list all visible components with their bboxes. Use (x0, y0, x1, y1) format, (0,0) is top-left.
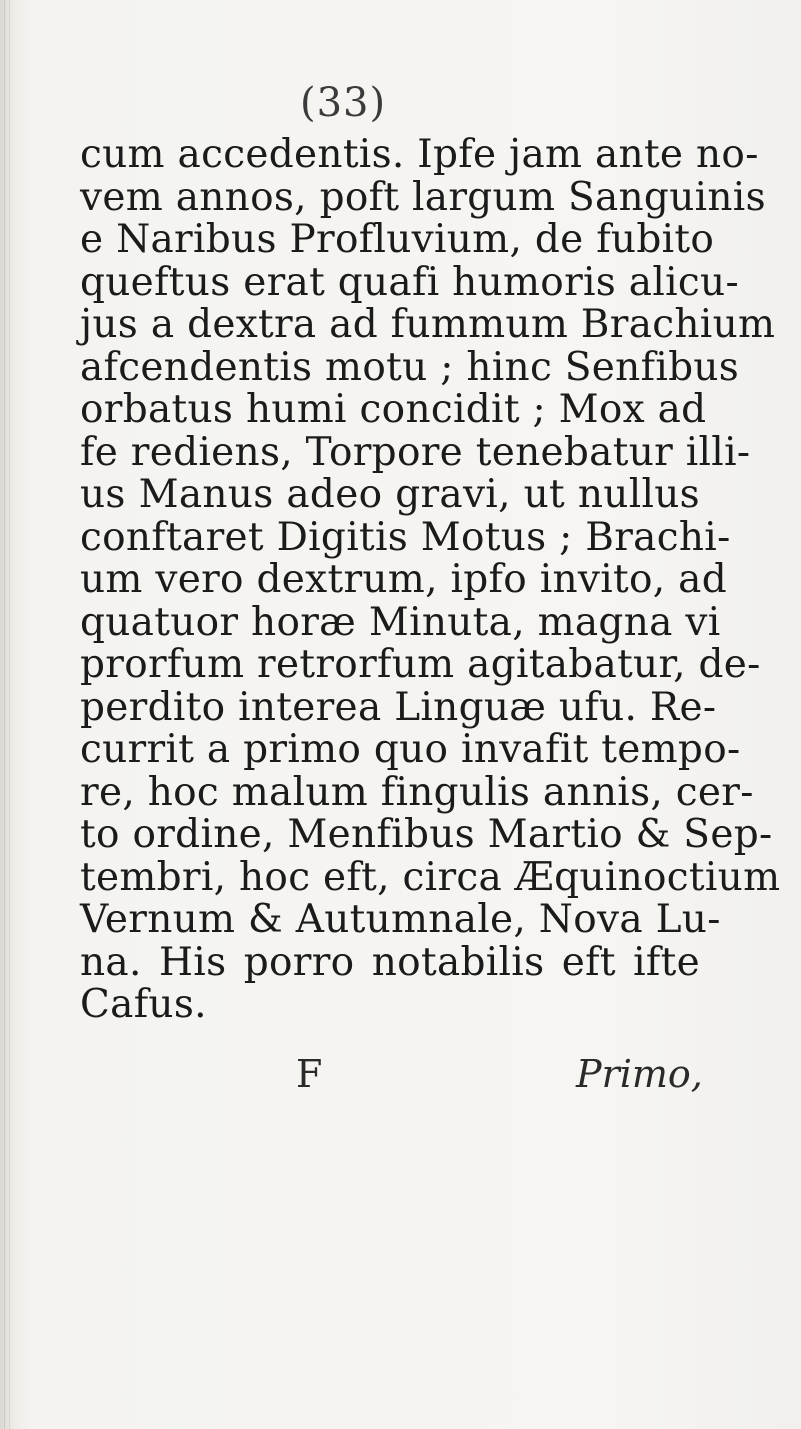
text-line: us Manus adeo gravi, ut nullus (80, 472, 700, 517)
text-line: re, hoc malum fingulis annis, cer- (80, 770, 754, 815)
page-edge-line (9, 0, 10, 1429)
text-line: prorfum retrorfum agitabatur, de- (80, 642, 761, 687)
text-line: tembri, hoc eft, circa Æquinoctium (80, 855, 781, 900)
text-line: conftaret Digitis Motus ; Brachi- (80, 515, 731, 560)
text-line: afcendentis motu ; hinc Senfibus (80, 345, 740, 390)
text-line: queftus erat quafi humoris alicu- (80, 260, 739, 305)
text-line: um vero dextrum, ipfo invito, ad (80, 557, 727, 602)
text-line: e Naribus Profluvium, de fubito (80, 217, 715, 262)
text-line: fe rediens, Torpore tenebatur illi- (80, 430, 751, 475)
text-line: quatuor horæ Minuta, magna vi (80, 600, 721, 645)
signature-mark: F (296, 1052, 323, 1096)
text-line: perdito interea Linguæ ufu. Re- (80, 685, 717, 730)
text-line: vem annos, poft largum Sanguinis (80, 175, 766, 220)
text-line: to ordine, Menfibus Martio & Sep- (80, 812, 773, 857)
page-edge-line (4, 0, 5, 1429)
text-line: Cafus. (80, 982, 207, 1027)
catchword: Primo, (576, 1052, 703, 1096)
text-line: Vernum & Autumnale, Nova Lu- (80, 897, 721, 942)
text-line: currit a primo quo invafit tempo- (80, 727, 741, 772)
page-number: (33) (300, 80, 387, 126)
text-line: orbatus humi concidit ; Mox ad (80, 387, 707, 432)
text-line: na. His porro notabilis eft ifte (80, 940, 700, 985)
text-line: jus a dextra ad fummum Brachium (80, 302, 776, 347)
text-line: cum accedentis. Ipfe jam ante no- (80, 132, 759, 177)
